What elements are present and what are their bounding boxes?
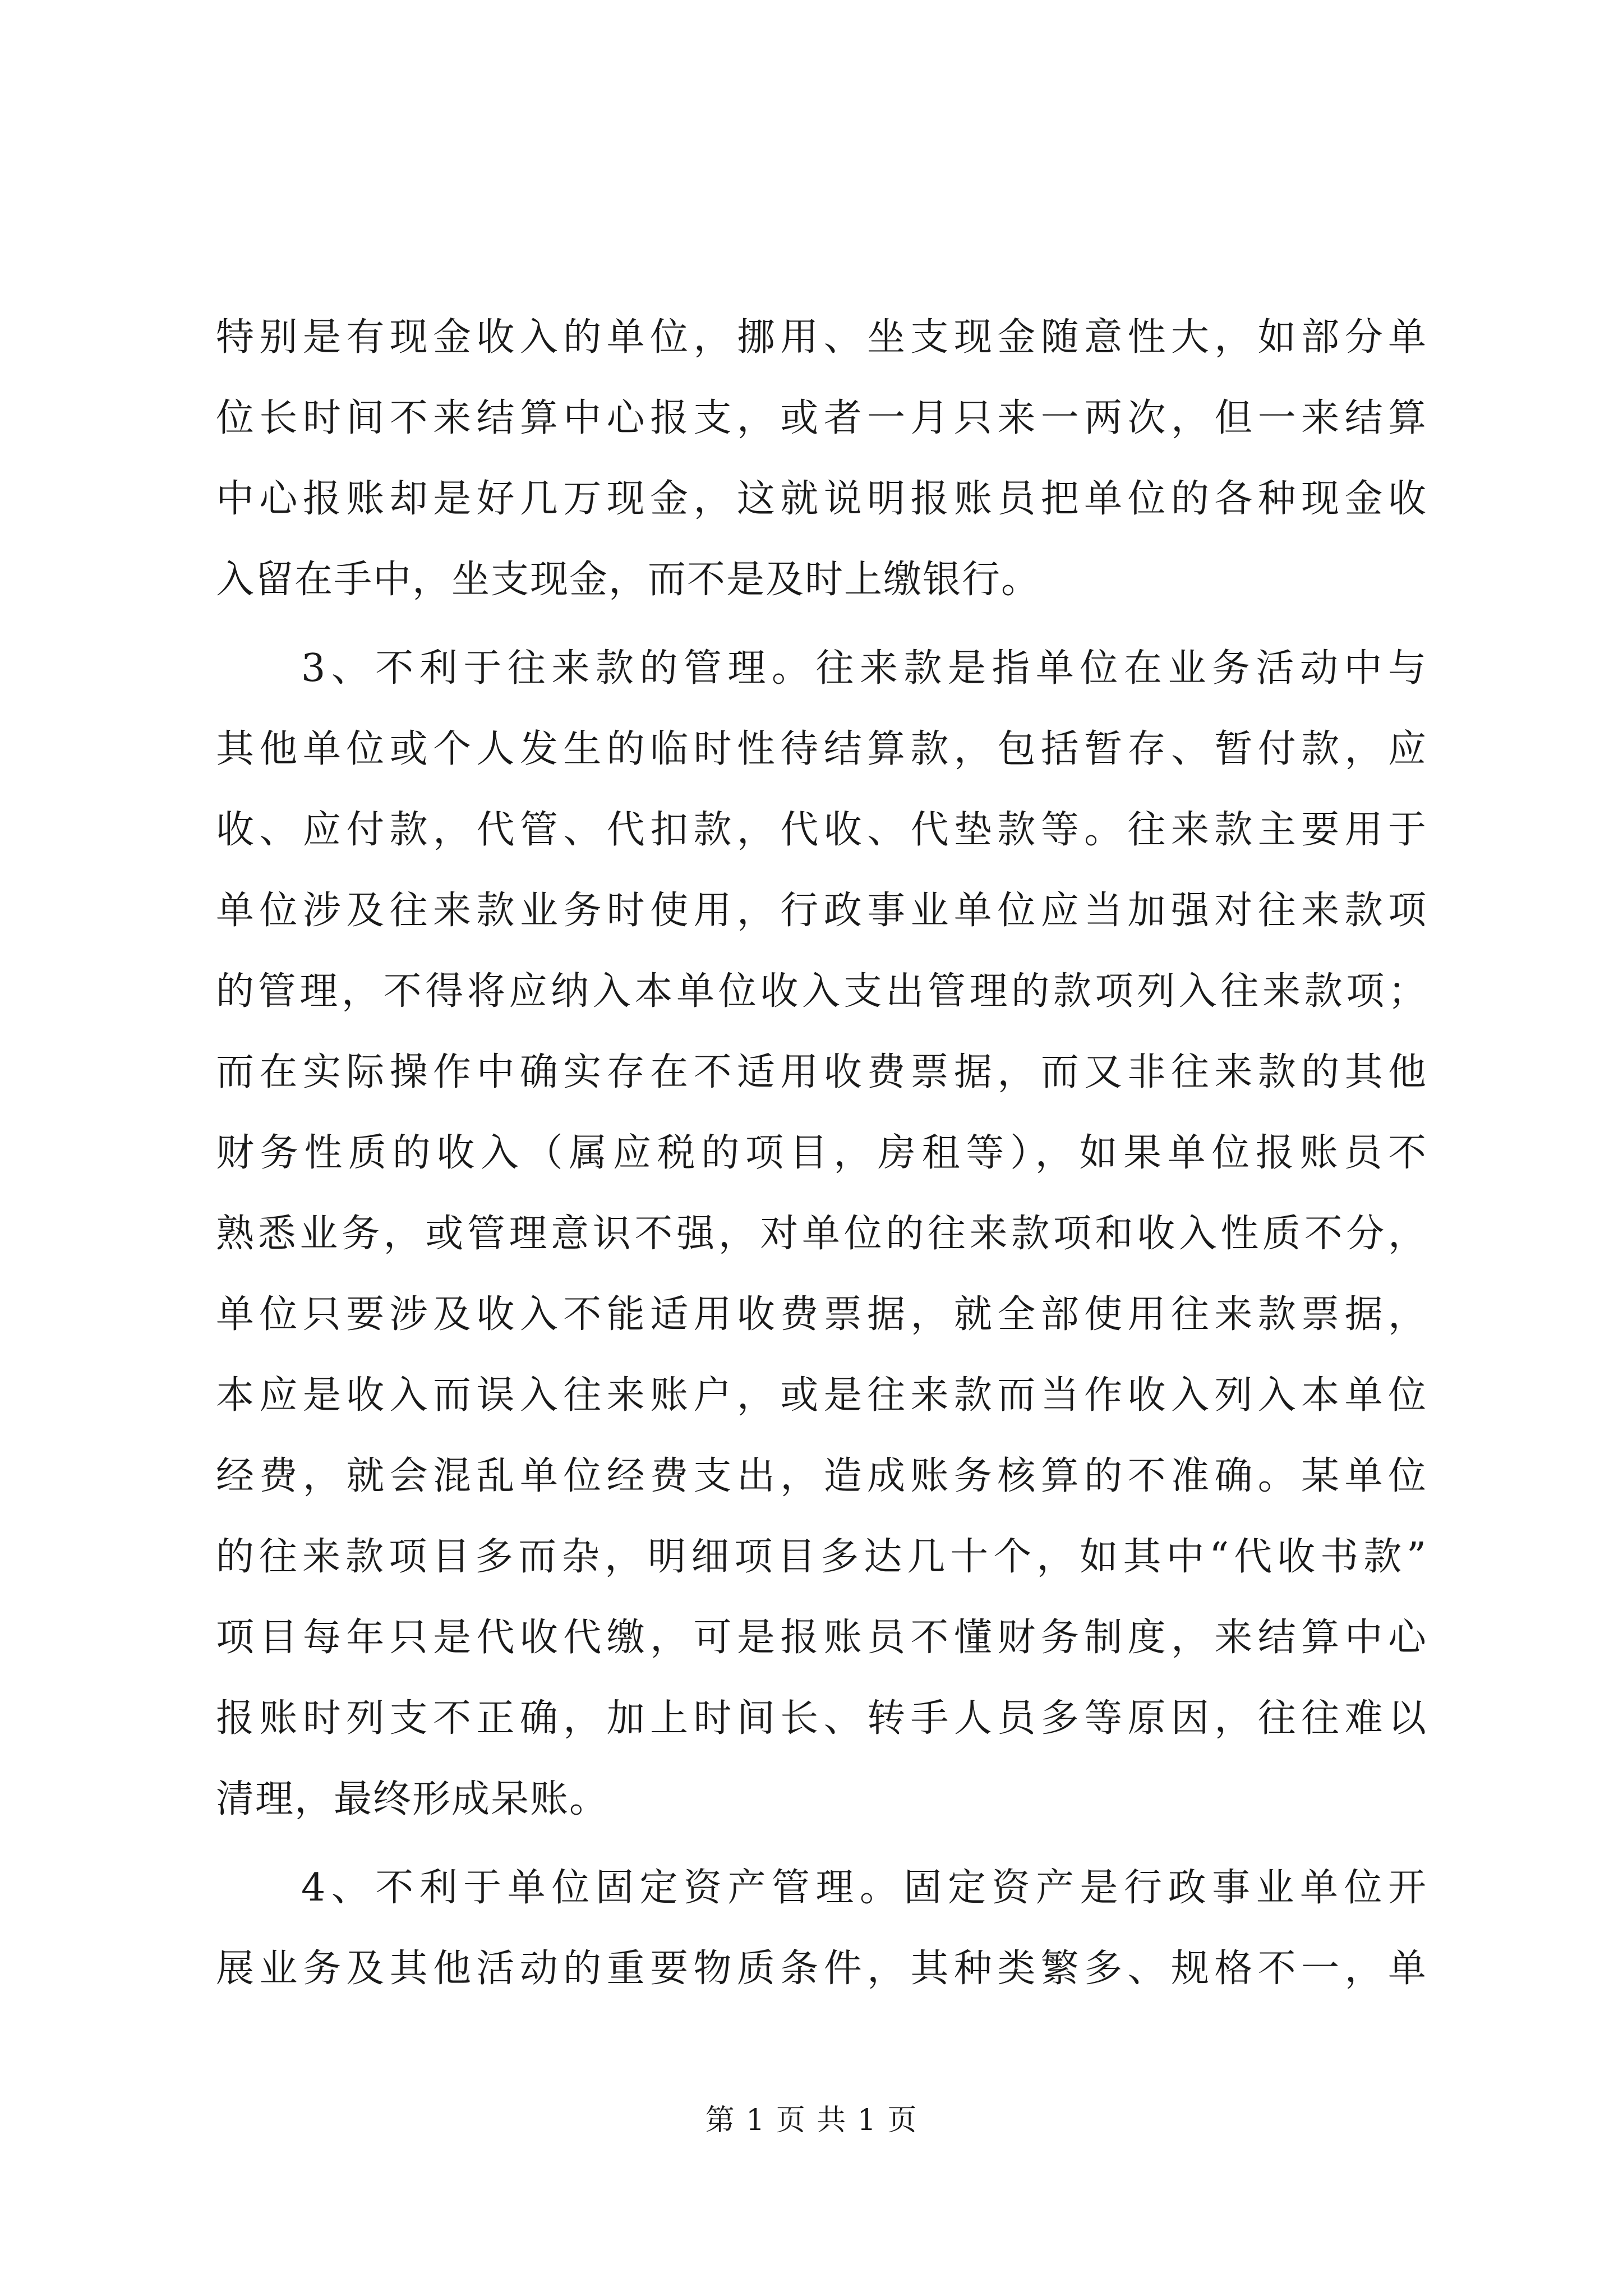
text-line: 财务性质的收入（属应税的项目，房租等），如果单位报账员不: [216, 1131, 1427, 1175]
text-line: 3、不利于往来款的管理。往来款是指单位在业务活动中与: [301, 646, 1427, 691]
text-line: 收、应付款，代管、代扣款，代收、代垫款等。往来款主要用于: [216, 808, 1427, 852]
text-line: 中心报账却是好几万现金，这就说明报账员把单位的各种现金收: [216, 477, 1427, 521]
text-line: 清理，最终形成呆账。: [216, 1777, 609, 1821]
text-line: 熟悉业务，或管理意识不强，对单位的往来款项和收入性质不分，: [216, 1212, 1427, 1256]
text-line: 本应是收入而误入往来账户，或是往来款而当作收入列入本单位: [216, 1373, 1427, 1418]
text-line: 单位涉及往来款业务时使用，行政事业单位应当加强对往来款项: [216, 889, 1427, 933]
text-line: 特别是有现金收入的单位，挪用、坐支现金随意性大，如部分单: [216, 315, 1427, 360]
text-line: 的往来款项目多而杂，明细项目多达几十个，如其中“代收书款”: [216, 1535, 1427, 1579]
text-line: 位长时间不来结算中心报支，或者一月只来一两次，但一来结算: [216, 396, 1427, 440]
paragraph: [216, 628, 1427, 1840]
paragraph: [216, 297, 1427, 620]
text-line: 4、不利于单位固定资产管理。固定资产是行政事业单位开: [301, 1866, 1427, 1910]
paragraph: [216, 1848, 1427, 2009]
document-body: [216, 297, 1427, 2009]
text-line: 而在实际操作中确实存在不适用收费票据，而又非往来款的其他: [216, 1050, 1427, 1094]
page-footer: 第 1 页 共 1 页: [705, 2104, 918, 2137]
text-line: 经费，就会混乱单位经费支出，造成账务核算的不准确。某单位: [216, 1454, 1427, 1498]
text-line: 入留在手中，坐支现金，而不是及时上缴银行。: [216, 558, 1041, 602]
text-line: 报账时列支不正确，加上时间长、转手人员多等原因，往往难以: [216, 1696, 1427, 1741]
text-line: 的管理，不得将应纳入本单位收入支出管理的款项列入往来款项；: [216, 969, 1427, 1014]
text-line: 其他单位或个人发生的临时性待结算款，包括暂存、暂付款，应: [216, 727, 1427, 771]
text-line: 展业务及其他活动的重要物质条件，其种类繁多、规格不一，单: [216, 1947, 1427, 1991]
text-line: 项目每年只是代收代缴，可是报账员不懂财务制度，来结算中心: [216, 1616, 1427, 1660]
text-line: 单位只要涉及收入不能适用收费票据，就全部使用往来款票据，: [216, 1292, 1427, 1337]
